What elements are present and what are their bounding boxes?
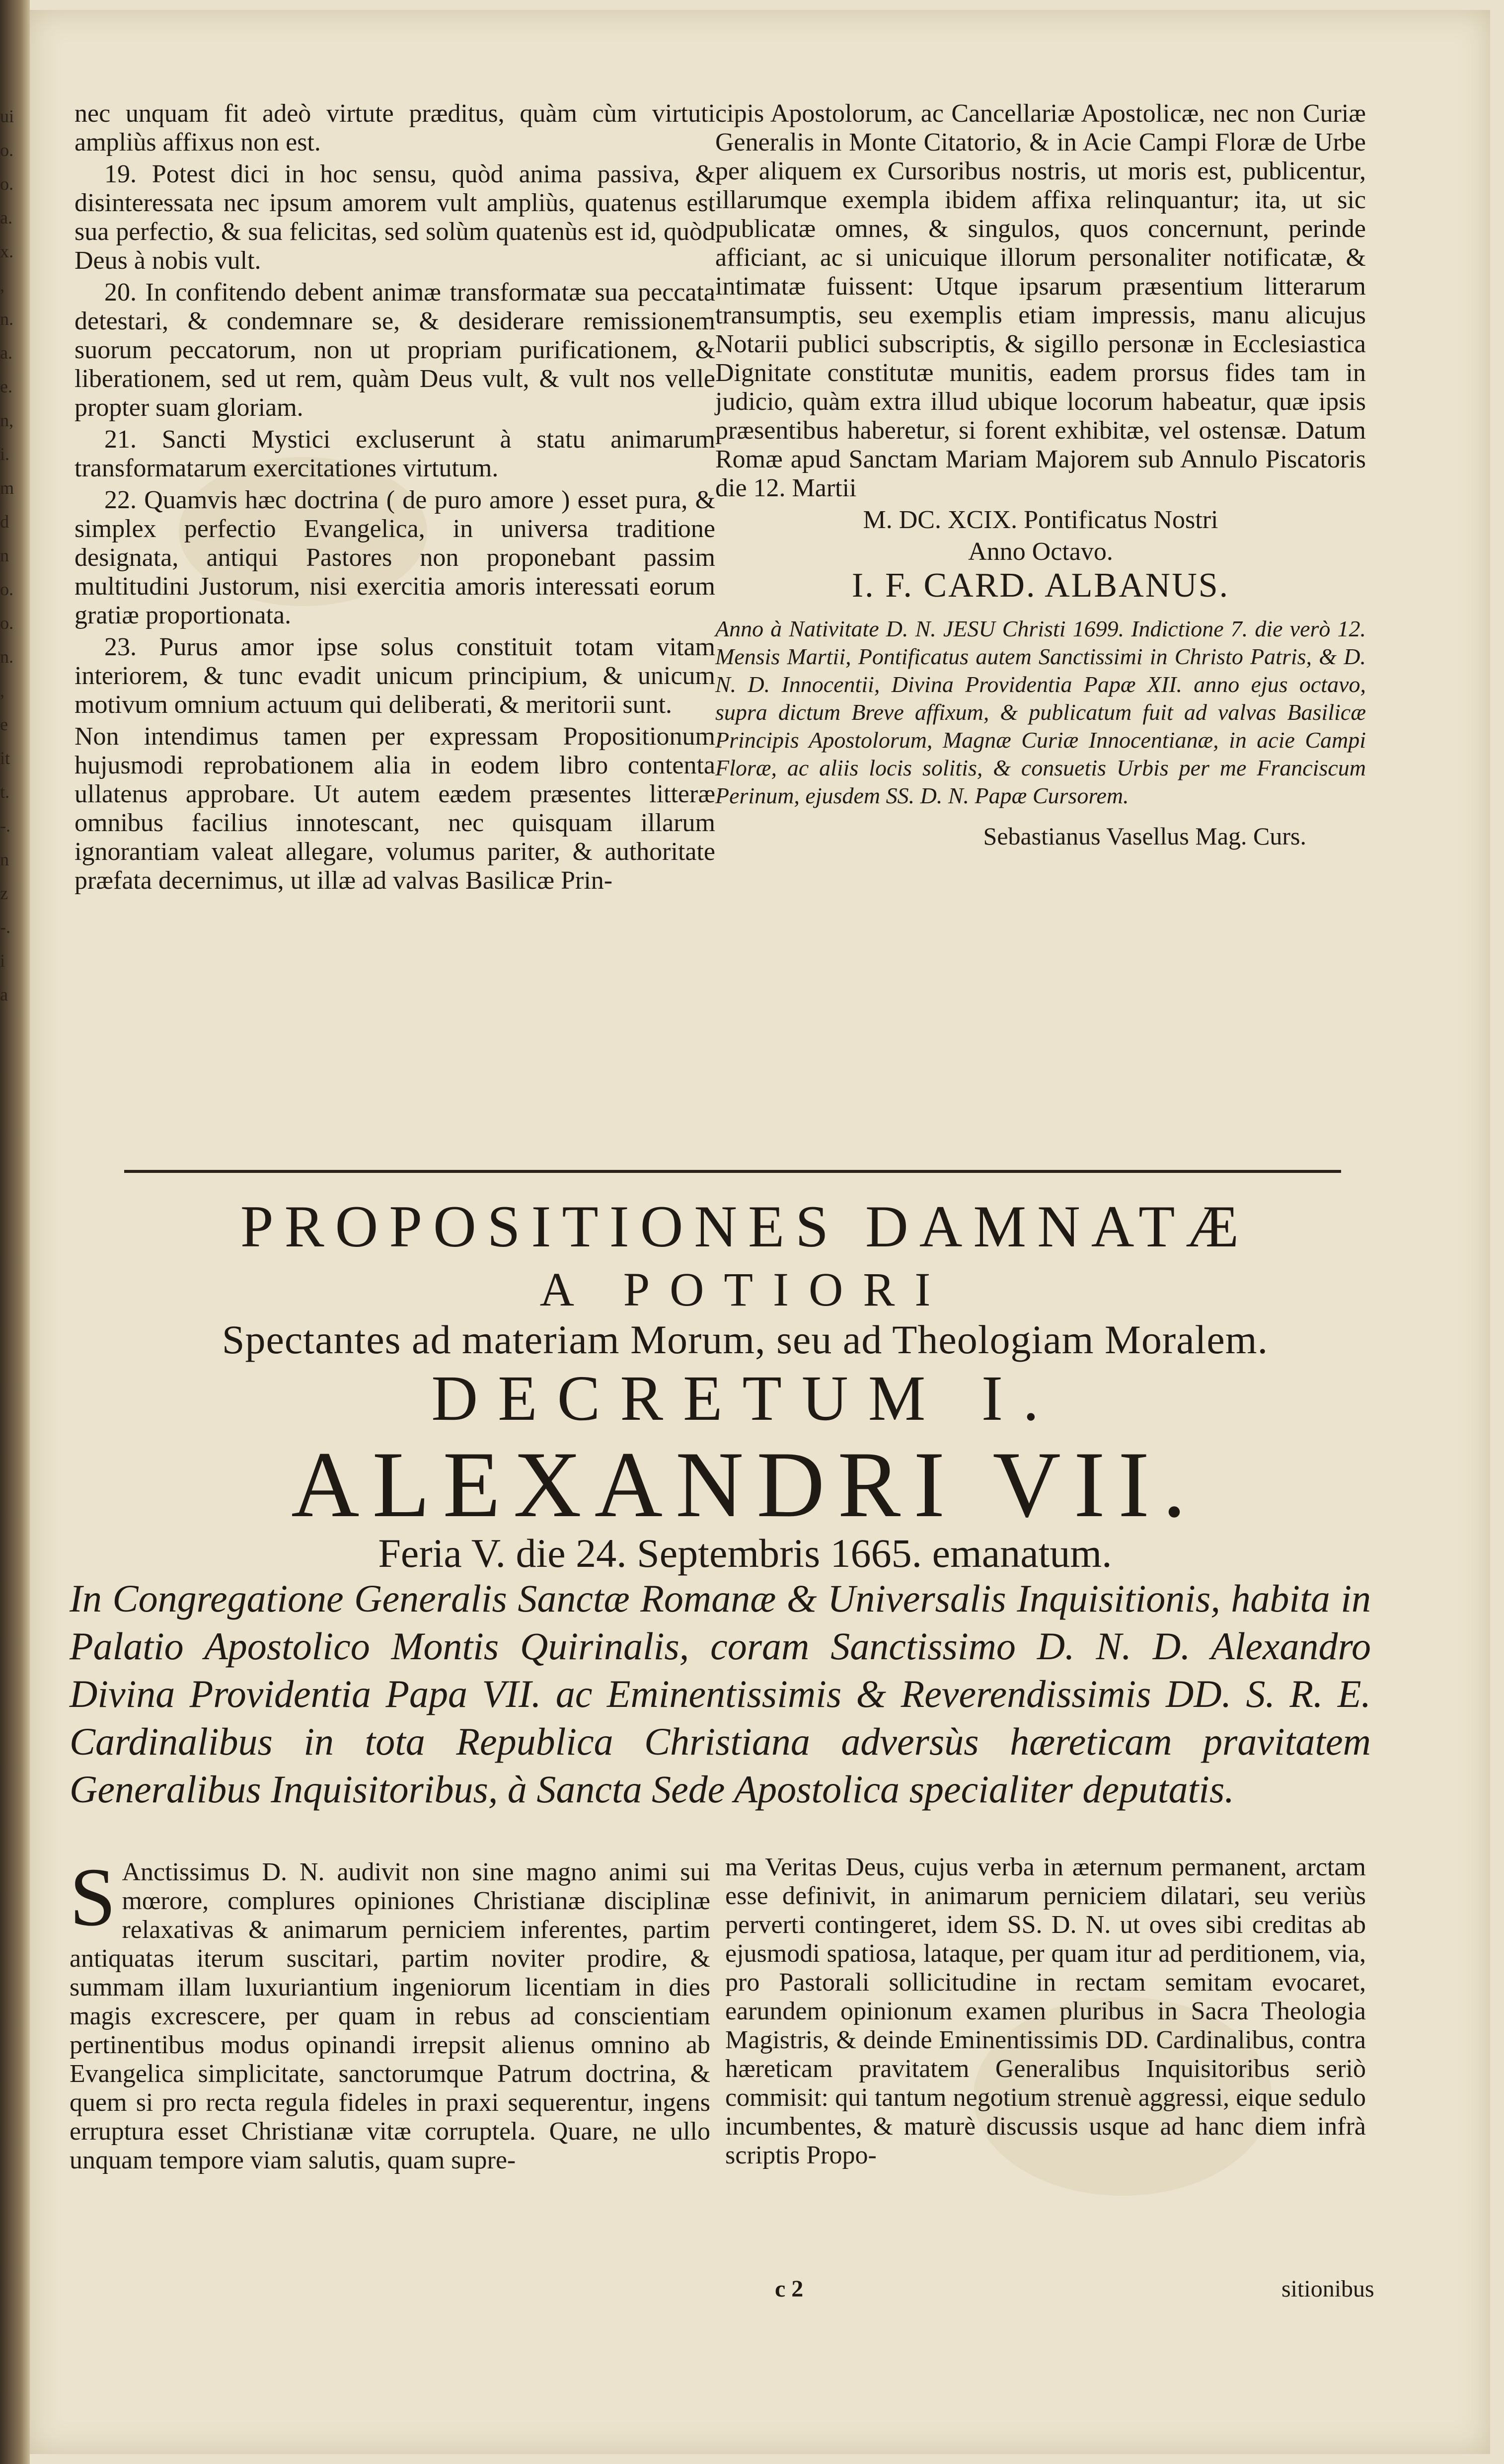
margin-fragment: d bbox=[0, 512, 9, 532]
margin-fragment: a. bbox=[0, 208, 12, 228]
margin-fragment: n. bbox=[0, 309, 13, 329]
margin-fragment: z bbox=[0, 883, 8, 903]
pope-name: ALEXANDRI VII. bbox=[291, 1433, 1199, 1537]
decree-date: Feria V. die 24. Septembris 1665. emanatum. bbox=[378, 1531, 1112, 1576]
margin-fragment: i bbox=[0, 951, 5, 971]
margin-fragment: x. bbox=[0, 241, 13, 261]
proposition-20: 20. In confitendo debent animæ transformatæ sua peccata detestari, & condemnare se, & desiderare remissionem suorum peccatorum, non ut propriam purificationem, & liberationem, sed ut rem, quàm Deus vult, & vult nos velle propter suam gloriam. bbox=[75, 278, 715, 422]
decree-number: DECRETUM I. bbox=[431, 1363, 1059, 1434]
paragraph: Non intendimus tamen per expressam Propositionum hujusmodi reprobationem alia in eodem libro contenta ullatenus approbare. Ut autem eædem præsentes litteræ omnibus facilius innotescant, nec quisquam illarum ignorantiam valeat allegare, volumus pariter, & authoritate præfata decernimus, ut illæ ad valvas Basilicæ Prin- bbox=[75, 722, 715, 895]
margin-fragment: a bbox=[0, 985, 8, 1004]
bottom-left-column bbox=[70, 1851, 710, 2178]
margin-fragment: , bbox=[0, 681, 4, 700]
decree-text: Anctissimus D. N. audivit non sine magno animi sui mœrore, complures opiniones Christianæ disciplinæ relaxativas & animarum perniciem inferentes, partim antiquatas iterum suscitari, partim noviter prodire, & summam illam luxuriantium ingeniorum licentiam in dies magis excrescere, per quam in rebus ad conscientiam pertinentibus modus opinandi irrepsit alienus omnino ab Evangelica simplicitate, sanctorumque Patrum doctrina, & quem si pro recta regula fideles in praxi sequerentur, ingens erruptura esset Christianæ vitæ corruptela. Quare, ne ullo unquam tempore viam salutis, quam supre- bbox=[70, 1858, 710, 2174]
top-right-column bbox=[715, 99, 1366, 853]
paragraph: cipis Apostolorum, ac Cancellariæ Apostolicæ, nec non Curiæ Generalis in Monte Citatorio, & in Acie Campi Floræ de Urbe per aliquem ex Cursoribus nostris, ut moris est, publicentur, illarumque exempla ibidem affixa relinquantur; ita, ut sic publicatæ omnes, & singulos, quos concernunt, perinde afficiant, ac si unicuique illorum personaliter notificatæ, & intimatæ fuissent: Utque ipsarum præsentium litterarum transumptis, seu exemplis etiam impressis, manu alicujus Notarii publici subscriptis, & sigillo personæ in Ecclesiastica Dignitate constitutæ munitis, eadem prorsus fides tam in judicio, quàm extra illud ubique locorum habeatur, quæ ipsis præsentibus haberetur, si forent exhibitæ, vel ostensæ. Datum Romæ apud Sanctam Mariam Majorem sub Annulo Piscatoris die 12. Martii bbox=[715, 99, 1366, 502]
margin-fragment: n, bbox=[0, 410, 13, 430]
margin-fragment: o. bbox=[0, 579, 13, 599]
margin-fragment: o. bbox=[0, 613, 13, 633]
publication-notice: Anno à Nativitate D. N. JESU Christi 1699. Indictione 7. die verò 12. Mensis Martii, Pontificatus autem Sanctissimi in Christo Patris, & D. N. D. Innocentii, Divina Providentia Papæ XII. anno ejus octavo, supra dictum Breve affixum, & publicatum fuit ad valvas Basilicæ Principis Apostolorum, Magnæ Curiæ Innocentianæ, in acie Campi Floræ, ac aliis locis solitis, & consuetis Urbis per me Franciscum Perinum, ejusdem SS. D. N. Papæ Cursorem. bbox=[715, 616, 1366, 808]
margin-fragment: , bbox=[0, 275, 4, 295]
margin-fragment: -. bbox=[0, 816, 10, 836]
heading-subject: Spectantes ad materiam Morum, seu ad Theologiam Moralem. bbox=[222, 1317, 1269, 1362]
proposition-23: 23. Purus amor ipse solus constituit totam vitam interiorem, & tunc evadit unicum principium, & unicum motivum omnium actuum qui deliberati, & meritorii sunt. bbox=[75, 633, 715, 719]
margin-fragment: t. bbox=[0, 782, 10, 802]
catchword: sitionibus bbox=[1281, 2276, 1374, 2302]
margin-fragment: i. bbox=[0, 444, 10, 464]
proposition-22: 22. Quamvis hæc doctrina ( de puro amore ) esset pura, & simplex perfectio Evangelica, in universa traditione designata, antiqui Pastores non proponebant passim multitudini Justorum, nisi exercitia amoris interessati eorum gratiæ proportionata. bbox=[75, 486, 715, 629]
margin-fragment: e bbox=[0, 714, 8, 734]
margin-fragment: a. bbox=[0, 343, 12, 363]
margin-fragment: -. bbox=[0, 917, 10, 937]
proposition-19: 19. Potest dici in hoc sensu, quòd anima passiva, & disinteressata nec ipsum amorem vult ampliùs, quatenus est sua perfectio, & sua felicitas, sed solùm quatenùs est id, quòd Deus à nobis vult. bbox=[75, 160, 715, 275]
margin-fragment: n. bbox=[0, 647, 13, 667]
margin-fragment: o. bbox=[0, 174, 13, 194]
cardinal-signature: I. F. CARD. ALBANUS. bbox=[851, 566, 1230, 605]
margin-fragment: o. bbox=[0, 140, 13, 160]
margin-fragment: e. bbox=[0, 377, 12, 396]
section-divider bbox=[124, 1170, 1341, 1173]
heading-subtitle: A POTIORI bbox=[539, 1263, 951, 1316]
facing-page-fragments bbox=[0, 99, 22, 1011]
date-line: M. DC. XCIX. Pontificatus Nostri bbox=[863, 506, 1218, 534]
signature-mark: c 2 bbox=[775, 2276, 804, 2302]
top-left-column bbox=[75, 99, 715, 898]
decree-opening bbox=[70, 1851, 710, 2175]
margin-fragment: ui bbox=[0, 106, 14, 126]
margin-fragment: n bbox=[0, 849, 9, 869]
drop-cap: S bbox=[70, 1851, 116, 1943]
year-line: Anno Octavo. bbox=[968, 538, 1113, 566]
paragraph: nec unquam fit adeò virtute præditus, quàm cùm virtuti ampliùs affixus non est. bbox=[75, 99, 715, 156]
decree-continuation: ma Veritas Deus, cujus verba in æternum permanent, arctam esse definivit, in animarum perniciem dilatari, seu veriùs perverti contingeret, idem SS. D. N. ut oves sibi creditas ab ejusmodi spatiosa, lataque, per quam itur ad perditionem, via, pro Pastorali sollicitudine in rectam semitam evocaret, earundem opinionum examen pluribus in Sacra Theologia Magistris, & deinde Eminentissimis DD. Cardinalibus, contra hæreticam pravitatem Generalibus Inquisitoribus seriò commisit: qui tantum negotium strenuè aggressi, eique sedulo incumbentes, & maturè discussis usque ad hanc diem infrà scriptis Propo- bbox=[725, 1853, 1366, 2169]
margin-fragment: it bbox=[0, 748, 10, 768]
margin-fragment: m bbox=[0, 478, 14, 498]
margin-fragment: n bbox=[0, 545, 9, 565]
heading-title: PROPOSITIONES DAMNATÆ bbox=[240, 1193, 1250, 1259]
congregation-paragraph: In Congregatione Generalis Sanctæ Romanæ & Universalis Inquisitionis, habita in Palatio Apostolico Montis Quirinalis, coram Sanctissimo D. N. D. Alexandro Divina Providentia Papa VII. ac Eminentissimis & Reverendissimis DD. S. R. E. Cardinalibus in tota Republica Christiana adversùs hæreticam pravitatem Generalibus Inquisitoribus, à Sancta Sede Apostolica specialiter deputatis. bbox=[70, 1577, 1371, 1811]
bottom-right-column bbox=[725, 1853, 1366, 2173]
cursor-signature: Sebastianus Vasellus Mag. Curs. bbox=[983, 822, 1306, 850]
proposition-21: 21. Sancti Mystici excluserunt à statu animarum transformatarum exercitationes virtutum. bbox=[75, 425, 715, 482]
